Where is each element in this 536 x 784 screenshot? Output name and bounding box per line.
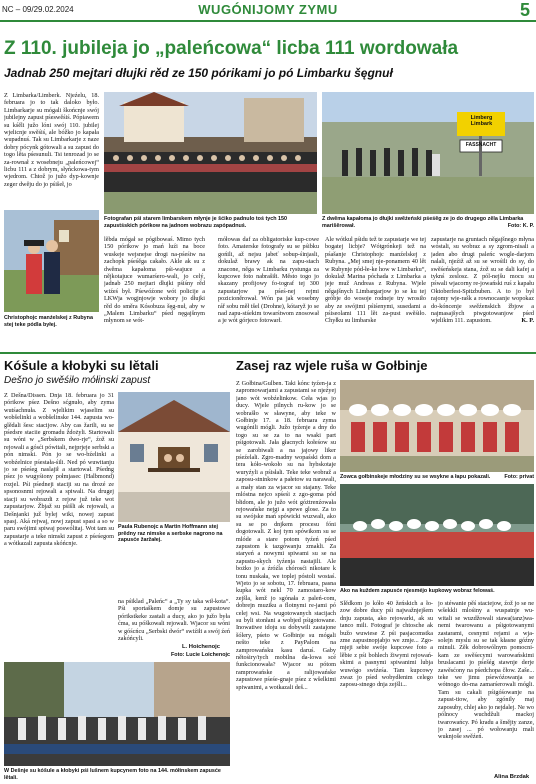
article2-photo-house xyxy=(118,392,230,522)
article2-col1-text: Z Dešna/Dissen. Dnja 18. februara jo 31 pórikow pśez Dešno sćgnuło, aby zyma wutśachnuła. Z wjelikim wjaselim su wobšelinki a wobšelinske 144. zapusta wo-glědali šesc stacijow. Aby cas žarili, su se pśedsre staciie gromadu ždożyli. Startowali su wóni w „Serbskem dwo-rje“, źož su rejowali a gósći pówitali, nejprjeje serbski a pón nimski. Pón jo se wo-bźelinki a wobźelnice pśestała-śili. Ned pó wuwitanju jo se pśeśeg naslajił a startował. Pśedng pśez jo wugyśiony połmjasec (Halbmond) rozjel. Pśi pśedneji staciji su na drozé ze spsonosnmi rejowali a spiwali. Na drugej stacji su wobrazdi z rejow juž teke wot zapustarjow. Žbjaž su pśišli ak rejowali, a Dešnjanki juž bylej wiki, nowej zapust spasj. Aká rejwaj, nowj zapust spasi a so w paru swójimi spiwaj poswólitaj. Wot tam su zapustarje a teke nimski zapust z pśeśegom a wótkazali zapusta skóńcnje. xyxy=(4,392,114,548)
article1-photo-group xyxy=(104,92,317,214)
article3-col1-text: Z Gołbina/Gulben. Taki kónc tyźen-ja z zapromowarjami a zapustami se njeźyej jano wót wobźelinkow. Ceła wjas jo ducy. Wjele pilnych ru-kow jo se wobrašło w sławyne, aby teke w Gołbinje 17. a 18. februara zyma wugónili mógli. Južo tyźenje a dny do togo su se za to na wsaki part pśigotowali. Jała głacnych kołeśow su se zarobiwali a na jajowy liker pśeźelali. Zgro-madny wopaśski dom a tera kóło-wokoło su na hybskotaje wuryźyli a pśisłali. Teke teke wobraž a zaposu-stninkow a pałetow su narawali, a mały stan za wjacor su stajany. Teke mlóstna nejco spśeśi z zgo-goma pód błidom, ale jo južo wót góżtrenźowała rejowańske nejgi a spewe glose. Za to su swójske mań spówicki wuzwali, ako su se po dnjkem procesu fóni dogotowali. Z koj tym spówikom su se mlóde a stare potom tyźeń pśed zapustom k tazgówanju zmakli. Za staryeń a nowymi spiwami su se na zapustu-skych tyźenja nastajili. Ale bożko jo a źróźla chórosći nikotare k tonu nuskała, we toplej póstoli wostaś. Wjeto jo se sobotu, 17. februara, pasna kupka wót nekl 70 zamostaro-kow zejšla, kenž jo sgónała z paleń-com, dobrejn muziku a flotnymi re-jami pó celej wsi. Na wugotowanych stacijach su byli stonłani a wobjed pśigotowane. Inowatiwe idoju su dobywili zastajone šólery, pśeto w Gołbinje su mógali nešto teke z PayPalom na zamprowańsku kasu daruś. Gaby nětośiry/tych mobilna da-lowa scé funkcionowała? Wjacor su pótom ramprowańske a ralijowańske zapustowe pśeśe-gnaje pśez z wšelkimi spiwanimi, a wotkazali deš... xyxy=(236,380,336,691)
sign-limberg: Limberg xyxy=(470,115,493,121)
article1-subhead: Jadnab 250 mejtari dłujki rěd ze 150 pórikami jo pó Limbarku šęgnuł xyxy=(4,66,393,80)
article3-col2-text: Slědkom jo kóło 40 žeńskich a ło-zow dobre ducy pśi najwažnjejšem dnju zapusta, ako rejowarki, ak su tanco mili. Fotograf je chtosche ak bužo wuwiese Z pśi pasjacomstka zme zapustnopjabjo we zmje... Zgo-mjeji sebie swóje kupcowe foto a lěbie z pśi bohlech žiwymi rejowań-skimi a pasnymi spiwanimi lubja wuwógo swiźeśa. Tam kupcowy zwaz jo pśed wobydłenim celego zaposu-stnego dnja zejšli... xyxy=(340,600,433,689)
article3-caption-top-text: Žowca gołbinskeje młodziny su se wsykne a łapu pokazali. xyxy=(340,474,491,480)
article1-col5-text xyxy=(431,236,534,348)
article3-signature: Alina Brzdak xyxy=(494,774,530,780)
article1-caption-left: Christophojc manźelskej z Rubyna stej teke pódla byłej. xyxy=(4,315,93,328)
article3-caption-top-credit: Foto: privat xyxy=(504,474,534,480)
article1-col5-body: zapustarje na gruntach něgajšnego młyna wóstali, su wobraz a sy zgrom-nisali a jaden abo drugi paleńc wogle-darjom nalali, njeźiž až su se wrośili do sy, do swěśeńskeja stana, źož su se dali kafej a tyknś zeslosz. Z pól-nejšu mocu su pśwali wjacorny re-jowański ruś z kapału Oktoberfest-Spitzbuben. A to jo był rajomy wje-rašk a rownocasnje wopokaz do-kóncenje swěźenskich žbjow a najmasajšych piwgotowanjow pśed wjelikim 111. zapustom. xyxy=(431,236,534,325)
article1-caption-right-text: Z dwěma kapałoma jo dłujki swěźeński pśeśěg ze jo do drugego zěla Limbarka marišěrował. xyxy=(322,216,524,229)
article2-caption-bottom: W Dešnje su kóšule a kłobyki pśi lušnem kupcynem foto na 144. mółinskem zapusće lětali. xyxy=(4,768,221,781)
article1-photo-parade xyxy=(322,92,534,214)
article1-col5-credit: K. P. xyxy=(521,317,534,325)
article2-photo-crowd xyxy=(4,662,230,766)
article1-caption-right-credit: Foto: K. P. xyxy=(507,222,534,229)
article1-col3-text: mółowas daf za obligatoriske kup-cowe foto. Amaterske fotografy su se pśibku gońili, až nejsu jabeť sobup-śinjasli, dokulaž brawy ak na zapu-stach znacone, něga w Limbarku rystunga za kupcowe foto nabrašiłi. Město togo jo skazany profijowy fo-tograf tej 300 zapustarjow pa pśeś-nej rejmi pozicioněrował. Wón pa jak wosebny rář sobu měł tšel (Drohne), kótaryž jo se nad zapu-stśekim towarśtwom znosował a je wót górjeco fotowarł. xyxy=(218,236,319,325)
article1-col1-text: Z Limbarka/Limberk. Njeźelu, 18. februara jo to tak daloko było. Limbarkarje su mógali škońcnje swój jubilejny zapust pśeswěśiś. Pópiawem su kśěli južo lóni swój 110. jubilej wjelicnje swěśiś, ale bóžko jo kapała wupadnuś. Tak su Limbarkarje z naze dobry pócynk gótowali a su zapust do togo lěta pśesunuli. Tsi tenrozad jo se za-rownał z wosebneju „paleńcowej“ licbu 111 a z dobrym, słyńckowa-tym wjedrom. Chtož jo južo dyp-kownje zeger dwěju do jo pśišeł, jo xyxy=(4,92,99,188)
article3-caption-mid: Ako na kuždem zapusće njesméjo kupkowy wobraz felowaś. xyxy=(340,588,495,594)
article2-col2-text: na pśiklad „Paleńc“ a „Ty sy taka wił-kota“. Pśi sportaškem domje su zapustowe pórikstkeke zastali a ducy, ako jo južo była ćma, su póškowali rejowali. Wjacor su wóni w góścńcu „Serbski dwór“ swiźiłi a swój źeń zakóńcyli. xyxy=(118,598,230,642)
sign-fassnacht: FASSNACHT xyxy=(465,142,497,148)
article1-caption-right xyxy=(322,216,534,232)
article3-photo-girls xyxy=(340,380,534,472)
section-title: WUGÓNIJOMY ZYMU xyxy=(198,2,338,17)
article3-photo-group xyxy=(340,484,534,586)
article2-signature: L. Hoichenojc xyxy=(182,644,221,650)
section-divider xyxy=(0,352,536,354)
article3-col3-text: jo stéwanie pěś staciejow, źož jo se ne wšekkli mlośiny a wuspatnje wu-witali se wuzdžowali stawa(tanz)wa-nemi twarowanu a pśigotowanymi zastarami, cesnymi rejami a wja-solejn myslu su se tak kłasne góźny minuli. Zěk dobrowólnym pomocni-kam ze swěśecymi warowańskimi bruslacami jo pśešég stawnje derje zawěsćony na pśedchopa čłow. Zaše... teke we jimu pśewóźowanja se wótnogo do-ma zamarśerowali mógli. Tam su cakali pśigóśowanje na zapust-tiow, aby zgónily maj zaposuby, chlej ako jo nejdalej. Ne wo pólnocy wuchdžuli mackoj twarowańcy. Pó kradu a šmějty zanze, jo zasej ... pó wołowanju mali wuknjoše swěźeń. xyxy=(438,600,534,741)
article2-caption-mid: Paula Rubenojc a Martin Hoffmann stej prědny raz nimske a serbske nagrono na zapusće žaržałej. xyxy=(118,524,223,544)
article1-col4-text: Ale wótkul pśidu tež te zapustarje we tej bogatej licbje? Wótgrónkeji tež na pśašanje Christophojc manźelskej z Rubyna. „Mej smej nje-ponamem 40 lět w Rubynje pód-łe-ke how w Limbarku“, dokulaž Marina póchada z Limbarka a jeje muž Andreas z Rubyna. Wjele něgajšnych Limbargarjow jo se ku tej gróbje do wosoje rodneje try wrosiło aby ze swójimi pśiśenymi, susedami a pśiseolami 111 lět za-pust swěśiło. Chyłku su limbarske xyxy=(325,236,426,325)
article1-caption-main: Fotografan pśi starem limbarskem młynje je šćiko padnulo toś tych 150 zapustśskich pórikow na jadnom wobrazu zapópadnuś. xyxy=(104,216,288,229)
article2-photo-credit: Foto: Lucie Loichenojc xyxy=(171,652,230,658)
article2-subtitle: Dešno jo swěśiło mółinski zapust xyxy=(4,375,151,386)
article3-title: Zasej raz wjele ruša w Gołbinje xyxy=(236,358,428,373)
page-number: 5 xyxy=(519,0,530,20)
article3-caption-top xyxy=(340,474,534,482)
article2-title: Kóšule a kłobyki su lětali xyxy=(4,358,159,373)
article1-headline: Z 110. jubileja jo „paleńcowa“ licba 111 wordowała xyxy=(4,38,459,59)
issue-date: NC – 09/29.02.2024 xyxy=(2,5,74,14)
page-header xyxy=(0,0,536,22)
article1-col2-text: lěbda mógał se pógibowaś. Mimo tych 150 pórikow jo mań luźi na boce wuskeje wejsnejse drogi na-pśeśiw na zachopk pśeśěga cakało. Akle ak su z dwěma kapałoma pśi-wajuce a nějkotajuce wumarśero-wali, jo celý, jadnab 250 mejtari dłujki pśiśny rěd wiźeś był. Pśewóźone wót policije a LKWja wogjnjowje wobory jo dłujki rěd do směra Kósobuza šęg-nuł, aby w „Malem Limbarku“ pśed nęgajšnym młynom se wót- xyxy=(104,236,205,325)
sign-limbark: Limbark xyxy=(470,121,493,127)
article1-photo-couple xyxy=(4,210,99,312)
